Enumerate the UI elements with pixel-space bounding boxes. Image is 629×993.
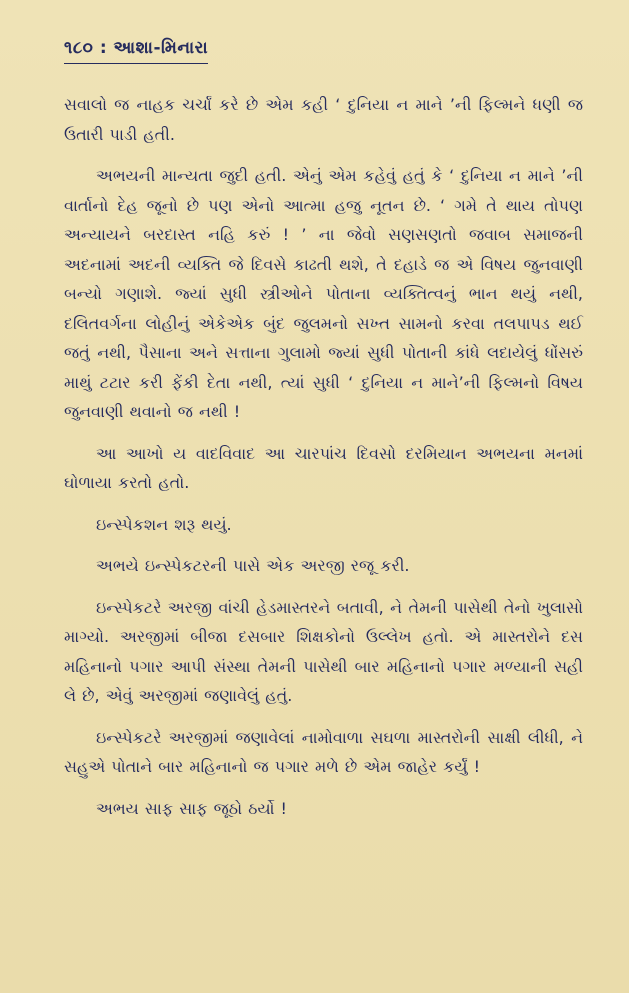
- running-head: ૧૮૦ : આશા-મિનારા: [64, 38, 208, 64]
- paragraph-3: આ આખો ય વાદવિવાદ આ ચારપાંચ દિવસો દરમિયાન અભયના મનમાં ઘોળાયા કરતો હતો.: [64, 443, 583, 493]
- paragraph-1: સવાલો જ નાહક ચર્ચાં કરે છે એમ કહી ‘ દુનિયા ન માને ’ની ફિલ્મને ધણી જ ઉતારી પાડી હતી.: [64, 95, 583, 144]
- paragraph-5: અભયે ઇન્સ્પેકટરની પાસે એક અરજી રજૂ કરી.: [96, 556, 410, 576]
- paragraph-8: અભય સાફ સાફ જૂઠો ઠર્યો !: [96, 798, 287, 818]
- paragraph-2: અભયની માન્યતા જુદી હતી. એનું એમ કહેવું હતું કે ‘ દુનિયા ન માને ’ની વાર્તાનો દેહ જૂનો છે પણ એનો આત્મા હજુ નૂતન છે. ‘ ગમે તે થાય તોપણ અન્યાયને બરદાસ્ત નહિ કરું ! ’ ના જેવો સણસણતો જવાબ સમાજની અદનામાં અદની વ્યક્તિ જે દિવસે કાઢતી થશે, તે દહાડે જ એ વિષય જુનવાણી બન્યો ગણાશે. જ્યાં સુધી સ્ત્રીઓને પોતાના વ્યક્તિત્વનું ભાન થયું નથી, દલિતવર્ગના લોહીનું એકેએક બુંદ જુલમનો સખ્ત સામનો કરવા તલપાપડ થઈ જતું નથી, પૈસાના અને સત્તાના ગુલામો જ્યાં સુધી પોતાની કાંધે લદાયેલું ધોંસરું માથું ટટાર કરી ફેંકી દેતા નથી, ત્યાં સુધી ‘ દુનિયા ન માને’ની ફિલ્મનો વિષય જુનવાણી થવાનો જ નથી !: [64, 166, 583, 422]
- paragraph-6: ઇન્સ્પેકટરે અરજી વાંચી હેડમાસ્તરને બતાવી, ને તેમની પાસેથી તેનો ખુલાસો માગ્યો. અરજીમાં બીજા દસબાર શિક્ષકોનો ઉલ્લેખ હતો. એ માસ્તરોને દસ મહિનાનો પગાર આપી સંસ્થા તેમની પાસેથી બાર મહિનાનો પગાર મળ્યાની સહી લે છે, એવું અરજીમાં જણાવેલું હતું.: [64, 597, 583, 706]
- paragraph-7: ઇન્સ્પેકટરે અરજીમાં જણાવેલાં નામોવાળા સઘળા માસ્તરોની સાક્ષી લીધી, ને સહુએ પોતાને બાર મહિનાનો જ પગાર મળે છે એમ જાહેર કર્યું !: [64, 727, 583, 777]
- paragraph-4: ઇન્સ્પેકશન શરૂ થયું.: [96, 514, 232, 534]
